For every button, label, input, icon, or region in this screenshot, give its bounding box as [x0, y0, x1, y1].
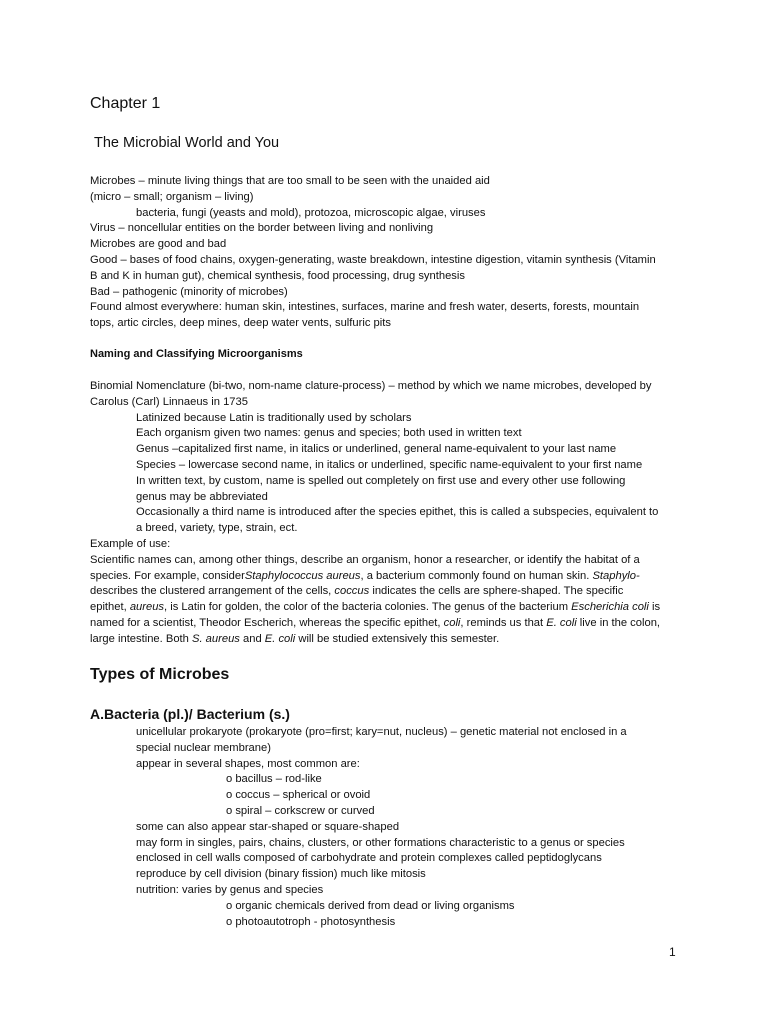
intro-line: Found almost everywhere: human skin, intestines, surfaces, marine and fresh water, deserts, forests, mountain: [90, 301, 640, 314]
example-text: indicates the cells are sphere-shaped. The specific: [369, 585, 624, 598]
naming-line: In written text, by custom, name is spelled out completely on first use and every other use following: [136, 474, 626, 487]
intro-line: bacteria, fungi (yeasts and mold), protozoa, microscopic algae, viruses: [136, 206, 486, 219]
naming-line: Occasionally a third name is introduced after the species epithet, this is called a subspecies, equivalent to: [136, 506, 659, 519]
example-line: [90, 600, 690, 616]
naming-line: Latinized because Latin is traditionally used by scholars: [136, 411, 412, 424]
bacteria-line: o organic chemicals derived from dead or living organisms: [226, 899, 515, 912]
bacteria-line: o photoautotroph - photosynthesis: [226, 915, 396, 928]
naming-line: Species – lowercase second name, in italics or underlined, specific name-equivalent to your first name: [136, 458, 643, 471]
example-text: describes the clustered arrangement of the cells,: [90, 585, 335, 598]
example-line: [90, 553, 690, 569]
naming-line: Genus –capitalized first name, in italics or underlined, general name-equivalent to your last name: [136, 443, 617, 456]
example-line: [90, 632, 690, 648]
intro-line: Bad – pathogenic (minority of microbes): [90, 285, 288, 298]
naming-line: Binomial Nomenclature (bi-two, nom-name clature-process) – method by which we name microbes, developed by: [90, 380, 652, 392]
example-italic: Escherichia coli: [571, 601, 649, 614]
intro-line: (micro – small; organism – living): [90, 190, 254, 203]
example-italic: Staphylo-: [592, 569, 640, 582]
intro-line: Virus – noncellular entities on the border between living and nonliving: [90, 222, 434, 235]
example-text: large intestine. Both: [90, 632, 192, 645]
naming-line: Example of use:: [90, 537, 171, 550]
example-text: , is Latin for golden, the color of the bacteria colonies. The genus of the bacterium: [164, 601, 572, 614]
example-text: species. For example, consider: [90, 569, 245, 582]
example-text: is: [648, 601, 661, 614]
example-italic: aureus: [129, 601, 165, 614]
intro-line: Good – bases of food chains, oxygen-generating, waste breakdown, intestine digestion, vitamin synthesis (Vitamin: [90, 253, 656, 266]
types-heading: Types of Microbes: [90, 666, 230, 683]
example-italic: Staphylococcus aureus: [244, 569, 361, 582]
chapter-title: The Microbial World and You: [94, 135, 280, 151]
example-text: will be studied extensively this semester.: [295, 632, 500, 645]
bacteria-line: enclosed in cell walls composed of carbohydrate and protein complexes called peptidoglycans: [136, 852, 602, 865]
example-text: Scientific names can, among other things, describe an organism, honor a researcher, or identify the habitat of a: [90, 553, 640, 566]
bacteria-line: reproduce by cell division (binary fission) much like mitosis: [136, 868, 426, 881]
bacteria-line: o coccus – spherical or ovoid: [226, 789, 371, 802]
example-italic: E. coli: [264, 632, 296, 645]
naming-line: Carolus (Carl) Linnaeus in 1735: [90, 395, 248, 408]
bacteria-heading: A.Bacteria (pl.)/ Bacterium (s.): [90, 706, 290, 722]
example-italic: E. coli: [546, 616, 577, 629]
bacteria-line: unicellular prokaryote (prokaryote (pro=first; kary=nut, nucleus) – genetic material not enclosed in a: [136, 726, 627, 738]
example-line: [90, 584, 690, 600]
naming-block: [90, 379, 690, 648]
bacteria-block: [90, 725, 690, 930]
bacteria-line: o spiral – corkscrew or curved: [226, 804, 375, 817]
bacteria-line: nutrition: varies by genus and species: [136, 883, 324, 896]
bacteria-line: o bacillus – rod-like: [226, 773, 322, 786]
example-italic: coli: [443, 616, 461, 629]
bacteria-line: may form in singles, pairs, chains, clusters, or other formations characteristic to a genus or species: [136, 836, 625, 849]
intro-line: tops, artic circles, deep mines, deep water vents, sulfuric pits: [90, 317, 391, 330]
example-text: epithet,: [90, 601, 130, 614]
example-line: [90, 616, 690, 632]
example-text: and: [239, 632, 265, 645]
intro-line: B and K in human gut), chemical synthesis, food processing, drug synthesis: [90, 269, 465, 282]
chapter-label: Chapter 1: [90, 95, 161, 112]
naming-line: genus may be abbreviated: [136, 490, 268, 503]
bacteria-line: some can also appear star-shaped or square-shaped: [136, 820, 400, 833]
intro-line: Microbes are good and bad: [90, 238, 227, 251]
bacteria-line: appear in several shapes, most common are:: [136, 757, 360, 770]
naming-line: a breed, variety, type, strain, ect.: [136, 522, 298, 535]
example-text: named for a scientist, Theodor Escherich, whereas the specific epithet,: [90, 616, 444, 629]
example-text: live in the colon,: [576, 616, 661, 629]
example-text: , a bacterium commonly found on human skin.: [360, 569, 593, 582]
example-italic: coccus: [334, 585, 370, 598]
naming-heading: Naming and Classifying Microorganisms: [90, 348, 303, 360]
page-number: 1: [669, 945, 676, 959]
naming-line: Each organism given two names: genus and species; both used in written text: [136, 427, 522, 440]
example-italic: S. aureus: [192, 632, 240, 645]
bacteria-line: special nuclear membrane): [136, 741, 271, 754]
intro-block: [90, 174, 690, 332]
example-text: , reminds us that: [460, 616, 547, 629]
example-line: [90, 569, 690, 585]
intro-line: Microbes – minute living things that are too small to be seen with the unaided aid: [90, 175, 490, 187]
